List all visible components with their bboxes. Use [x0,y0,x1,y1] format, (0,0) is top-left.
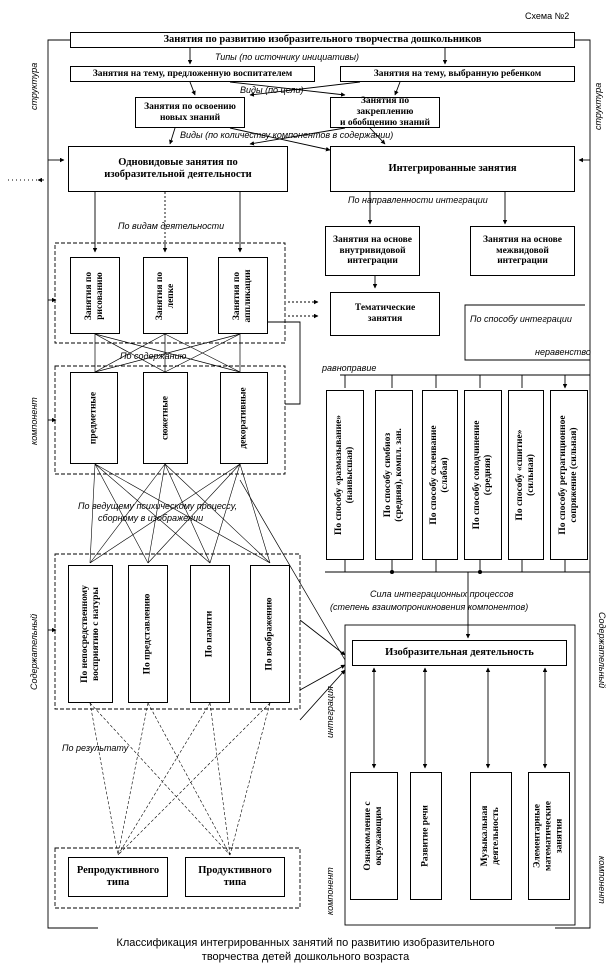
label-content-right: Содержательный [597,612,607,689]
vbox-surroundings: Ознакомление с окружающим [350,772,398,900]
vbox-speech: Развитие речи [410,772,442,900]
box-inter-kind: Занятия на основе межвидовой интеграции [470,226,575,276]
box-thematic: Тематические занятия [330,292,440,336]
label-integration-direction: По направленности интеграции [348,195,488,205]
title-box: Занятия по развитию изобразительного творчества дошкольников [70,32,575,48]
label-leading-process: По ведущему психическому процессу, [78,501,238,511]
label-integration: интеграция [325,686,335,738]
label-structure-right: структура [593,82,603,130]
box-productive: Продуктивного типа [185,857,285,897]
label-content-left: Содержательный [29,613,39,690]
caption [0,936,611,964]
vbox-memory: По памяти [190,565,230,703]
box-single-kind: Одновидовые занятия по изобразительной деятельности [68,146,288,192]
box-intra-kind: Занятия на основе внутривидовой интеграции [325,226,420,276]
vbox-method-smearing: По способу «размазывание» (наивысшая) [326,390,364,560]
label-content: По содержанию [120,351,187,361]
label-force-1: Сила интеграционных процессов [370,589,514,599]
label-structure-left: структура [29,62,39,110]
label-kinds-count: Виды (по количеству компонентов в содержании) [180,130,394,140]
label-component-bottom: компонент [325,867,335,915]
vbox-decorative: декоративные [220,372,268,464]
box-new-knowledge: Занятия по освоению новых знаний [135,97,245,128]
caption-line-1: Классификация интегрированных занятий по развитию изобразительного [116,937,495,949]
label-unequal: неравенство [535,347,591,357]
label-force-2: (степень взаимопроникновения компонентов) [330,602,529,612]
label-integration-method: По способу интеграции [470,314,572,324]
box-consolidation: Занятия по закреплению и обобщению знаний [330,97,440,128]
box-visual-activity: Изобразительная деятельность [352,640,567,666]
vbox-imagination: По воображению [250,565,290,703]
label-equal: равноправие [322,363,377,373]
label-leading-process-2: сборному в изображении [98,513,204,523]
caption-line-2: творчества детей дошкольного возраста [201,951,410,963]
box-topic-child: Занятия на тему, выбранную ребенком [340,66,575,82]
vbox-method-symbiosis: По способу симбиоз (средняя), компл. зан. [375,390,413,560]
box-topic-teacher: Занятия на тему, предложенную воспитателем [70,66,315,82]
vbox-plot: сюжетные [143,372,188,464]
vbox-applique: Занятия по аппликации [218,257,268,334]
vbox-subject: предметные [70,372,118,464]
vbox-music: Музыкальная деятельность [470,772,512,900]
label-art-kinds: По видам деятельности [118,221,225,231]
vbox-method-stitching: По способу «сшитие» (сильная) [508,390,544,560]
label-types: Типы (по источнику инициативы) [215,52,360,62]
box-reproductive: Репродуктивного типа [68,857,168,897]
vbox-drawing: Занятия по рисованию [70,257,120,334]
vbox-from-nature: По непосредственному восприятию с натуры [68,565,113,703]
label-kinds-goal: Виды (по цели) [240,85,304,95]
box-integrated: Интегрированные занятия [330,146,575,192]
vbox-representation: По представлению [128,565,168,703]
vbox-method-subordination: По способу соподчинение (средняя) [464,390,502,560]
scheme-label: Схема №2 [525,11,570,21]
label-component-right: компонент [597,856,607,904]
label-result: По результату [62,743,129,753]
label-component-left: компонент [29,397,39,445]
vbox-modeling: Занятия по лепке [143,257,188,334]
vbox-method-conjugation: По способу ретрагиционное сопряжение (сильная) [550,390,588,560]
vbox-method-gluing: По способу склеивание (слабая) [422,390,458,560]
vbox-math: Элементарные математические занятия [528,772,570,900]
